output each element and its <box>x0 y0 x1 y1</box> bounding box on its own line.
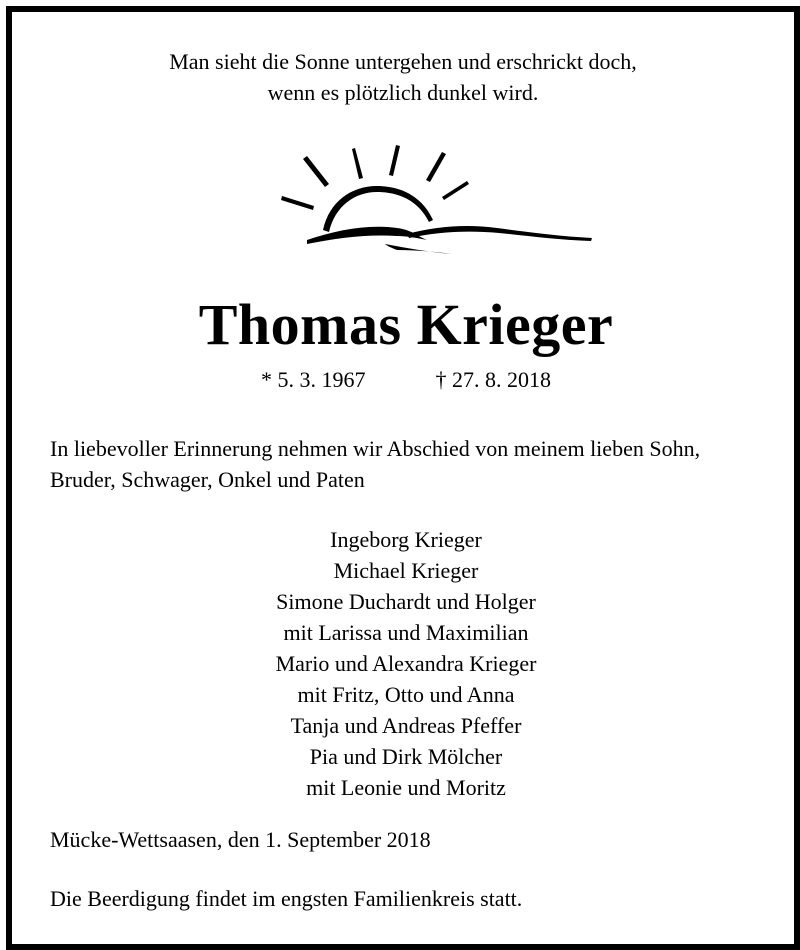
family-member: mit Leonie und Moritz <box>306 775 506 800</box>
quote-line-1: Man sieht die Sonne untergehen und erschrickt doch, <box>169 49 637 74</box>
obituary-content <box>12 12 794 944</box>
sun-ray <box>426 152 446 182</box>
sun-ray <box>352 148 363 179</box>
family-member: Michael Krieger <box>333 558 479 583</box>
quote <box>12 46 794 108</box>
sun-ray <box>389 145 400 176</box>
family-member: Mario und Alexandra Krieger <box>275 651 537 676</box>
family-list <box>6 524 800 803</box>
sun-arc <box>323 186 433 232</box>
family-member: Simone Duchardt und Holger <box>276 589 536 614</box>
family-member: Tanja und Andreas Pfeffer <box>290 713 522 738</box>
sun-ray <box>281 196 314 210</box>
funeral-note: Die Beerdigung findet im engsten Familienkreis statt. <box>50 886 523 911</box>
intro-line-1: In liebevoller Erinnerung nehmen wir Abschied von meinem lieben Sohn, <box>50 436 701 461</box>
sun-ray <box>442 181 469 200</box>
deceased-name: Thomas Krieger <box>198 292 614 357</box>
intro-line-2: Bruder, Schwager, Onkel und Paten <box>50 467 365 492</box>
place-date: Mücke-Wettsaasen, den 1. September 2018 <box>50 827 431 852</box>
family-member: mit Larissa und Maximilian <box>283 620 529 645</box>
intro-text <box>50 433 790 495</box>
family-member: Pia und Dirk Mölcher <box>309 744 503 769</box>
sunset-icon <box>267 140 597 262</box>
horizon-wave <box>385 244 452 254</box>
family-member: mit Fritz, Otto und Anna <box>297 682 515 707</box>
death-date: † 27. 8. 2018 <box>435 367 551 392</box>
birth-date: * 5. 3. 1967 <box>261 367 366 392</box>
quote-line-2: wenn es plötzlich dunkel wird. <box>267 80 539 105</box>
horizon-wave <box>407 226 592 241</box>
sun-ray <box>303 156 329 187</box>
family-member: Ingeborg Krieger <box>330 527 482 552</box>
obituary-frame <box>6 6 800 950</box>
life-dates <box>6 365 800 395</box>
